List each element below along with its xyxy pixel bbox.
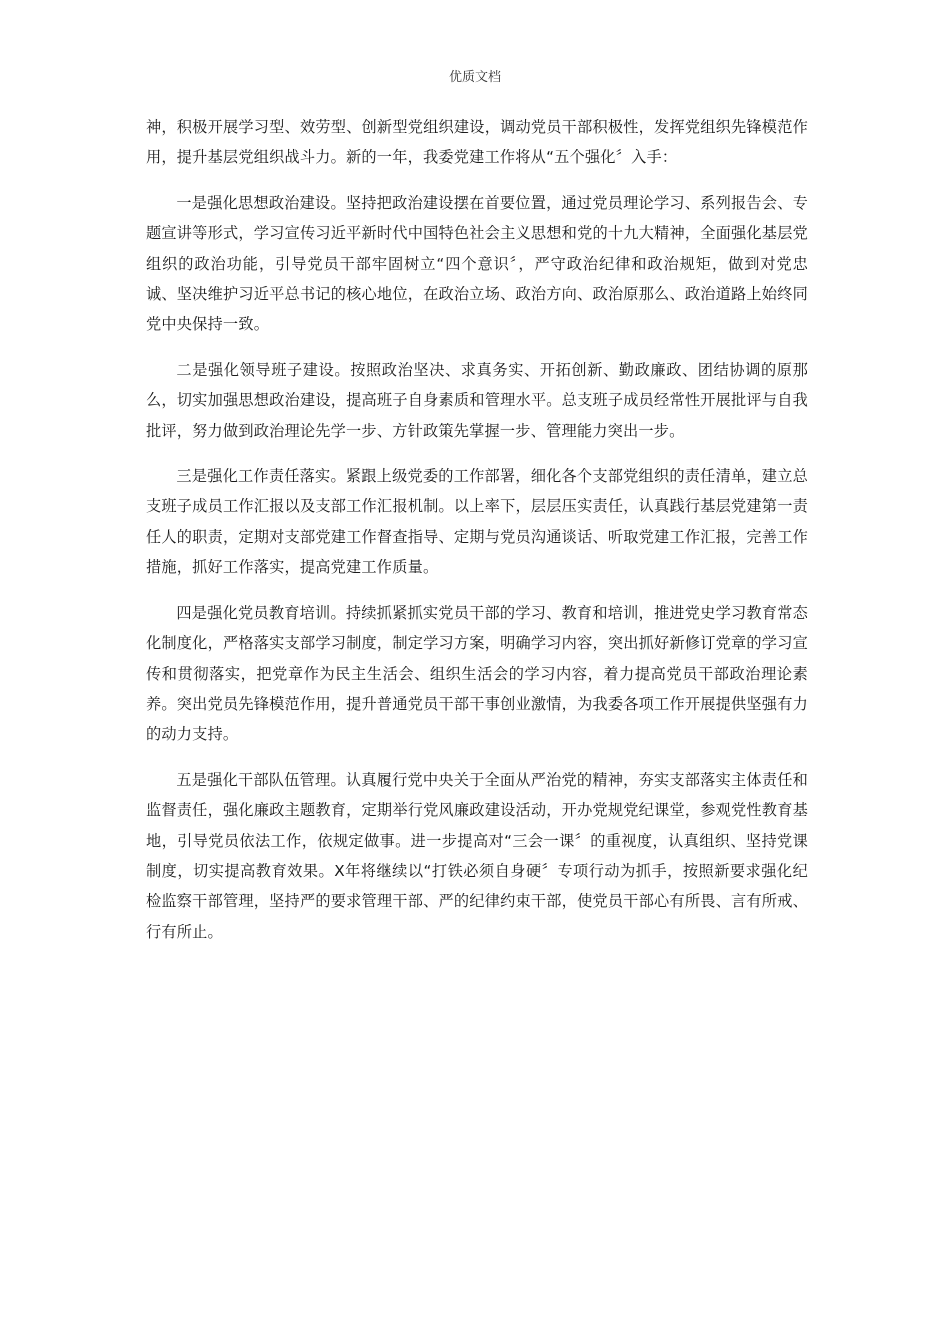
paragraph-political-construction: 一是强化思想政治建设。坚持把政治建设摆在首要位置，通过党员理论学习、系列报告会、专题宣讲等形式，学习宣传习近平新时代中国特色社会主义思想和党的十九大精神，全面强化基层党组织的政治功能，引导党员干部牢固树立“四个意识〞，严守政治纪律和政治规矩，做到对党忠诚、坚决维护习近平总书记的核心地位，在政治立场、政治方向、政治原那么、政治道路上始终同党中央保持一致。 (146, 193, 808, 334)
header-title: 优质文档 (448, 70, 501, 85)
paragraph-leadership-team: 二是强化领导班子建设。按照政治坚决、求真务实、开拓创新、勤政廉政、团结协调的原那么，切实加强思想政治建设，提高班子自身素质和管理水平。总支班子成员经常性开展批评与自我批评，努力做到政治理论先学一步、方针政策先掌握一步、管理能力突出一步。 (146, 360, 808, 440)
document-body (146, 112, 808, 962)
paragraph-continuation: 神，积极开展学习型、效劳型、创新型党组织建设，调动党员干部积极性，发挥党组织先锋模范作用，提升基层党组织战斗力。新的一年，我委党建工作将从“五个强化〞入手： (146, 118, 808, 167)
paragraph-member-education: 四是强化党员教育培训。持续抓紧抓实党员干部的学习、教育和培训，推进党史学习教育常态化制度化，严格落实支部学习制度，制定学习方案，明确学习内容，突出抓好新修订党章的学习宣传和贯彻落实，把党章作为民主生活会、组织生活会的学习内容，着力提高党员干部政治理论素养。突出党员先锋模范作用，提升普通党员干部干事创业激情，为我委各项工作开展提供坚强有力的动力支持。 (146, 603, 808, 744)
paragraph-responsibility: 三是强化工作责任落实。紧跟上级党委的工作部署，细化各个支部党组织的责任清单，建立总支班子成员工作汇报以及支部工作汇报机制。以上率下，层层压实责任，认真践行基层党建第一责任人的职责，定期对支部党建工作督查指导、定期与党员沟通谈话、听取党建工作汇报，完善工作措施，抓好工作落实，提高党建工作质量。 (146, 467, 808, 577)
paragraph-cadre-management: 五是强化干部队伍管理。认真履行党中央关于全面从严治党的精神，夯实支部落实主体责任和监督责任，强化廉政主题教育，定期举行党风廉政建设活动，开办党规党纪课堂，参观党性教育基地，引导党员依法工作，依规定做事。进一步提高对“三会一课〞的重视度，认真组织、坚持党课制度，切实提高教育效果。X年将继续以“打铁必须自身硬〞专项行动为抓手，按照新要求强化纪检监察干部管理，坚持严的要求管理干部、严的纪律约束干部，使党员干部心有所畏、言有所戒、行有所止。 (146, 770, 808, 941)
page-header (0, 66, 950, 85)
